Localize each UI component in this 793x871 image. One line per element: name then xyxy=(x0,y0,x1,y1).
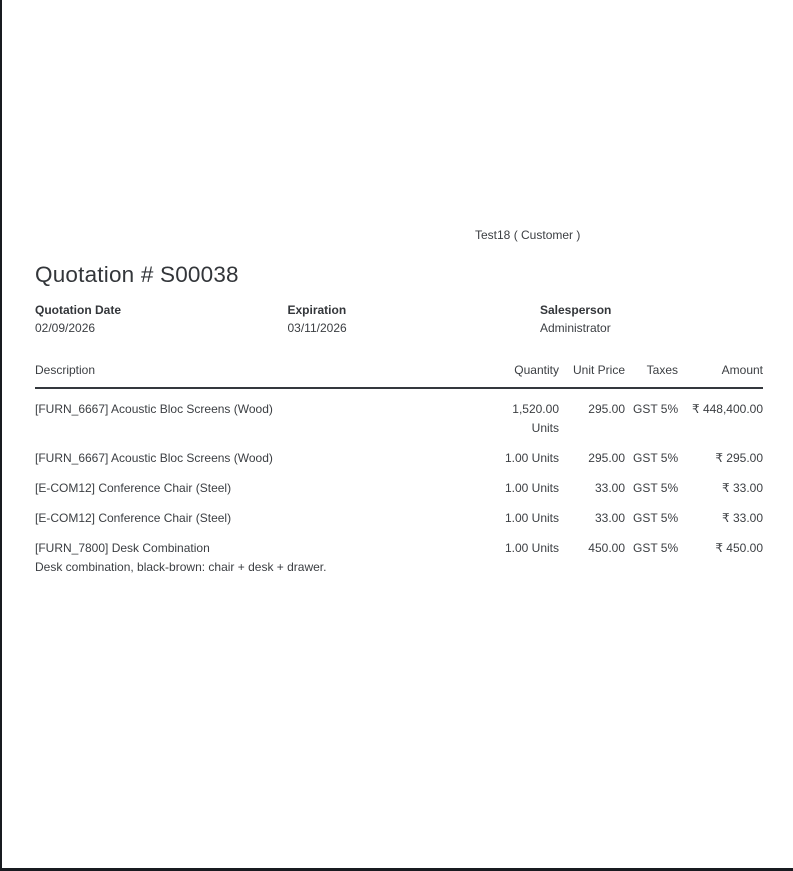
table-row xyxy=(35,438,763,468)
quotation-date-value: 02/09/2026 xyxy=(35,321,96,335)
customer-name: Test18 ( Customer ) xyxy=(475,228,581,242)
cell-quantity: 1,520.00 Units xyxy=(512,402,559,435)
cell-unit-price: 33.00 xyxy=(594,511,625,525)
expiration-block xyxy=(288,301,541,337)
expiration-label: Expiration xyxy=(287,303,347,317)
cell-description: [E-COM12] Conference Chair (Steel) xyxy=(35,481,232,495)
table-row xyxy=(35,528,763,577)
cell-unit-price: 295.00 xyxy=(588,451,625,465)
cell-description: [FURN_6667] Acoustic Bloc Screens (Wood) xyxy=(35,402,273,416)
column-header-unit-price: Unit Price xyxy=(559,362,625,388)
cell-unit-price: 450.00 xyxy=(588,541,625,555)
table-header-row xyxy=(35,362,763,388)
table-row xyxy=(35,468,763,498)
salesperson-label: Salesperson xyxy=(540,303,612,317)
cell-amount: ₹ 33.00 xyxy=(722,481,763,495)
cell-unit-price: 295.00 xyxy=(588,402,625,416)
cell-taxes: GST 5% xyxy=(633,481,679,495)
cell-quantity: 1.00 Units xyxy=(504,481,559,495)
cell-amount: ₹ 295.00 xyxy=(715,451,763,465)
cell-unit-price: 33.00 xyxy=(594,481,625,495)
salesperson-block xyxy=(540,301,793,337)
product-description-note: Desk combination, black-brown: chair + desk + drawer. xyxy=(35,560,327,574)
product-name: [FURN_7800] Desk Combination xyxy=(35,541,210,555)
quotation-info-row xyxy=(35,301,793,337)
column-header-description: Description xyxy=(35,362,477,388)
salesperson-value: Administrator xyxy=(540,321,611,335)
cell-amount: ₹ 33.00 xyxy=(722,511,763,525)
table-row xyxy=(35,498,763,528)
cell-description xyxy=(35,528,477,577)
page-title: Quotation # S00038 xyxy=(35,262,239,287)
expiration-value: 03/11/2026 xyxy=(287,321,347,335)
column-header-taxes: Taxes xyxy=(625,362,678,388)
cell-quantity: 1.00 Units xyxy=(504,541,559,555)
cell-amount: ₹ 448,400.00 xyxy=(691,402,763,416)
cell-taxes: GST 5% xyxy=(633,541,679,555)
cell-description: [FURN_6667] Acoustic Bloc Screens (Wood) xyxy=(35,451,273,465)
cell-quantity: 1.00 Units xyxy=(504,511,559,525)
quotation-date-block xyxy=(35,301,288,337)
cell-taxes: GST 5% xyxy=(633,451,679,465)
column-header-amount: Amount xyxy=(678,362,763,388)
table-row xyxy=(35,388,763,438)
cell-amount: ₹ 450.00 xyxy=(715,541,763,555)
quotation-lines-table xyxy=(35,362,763,577)
column-header-quantity: Quantity xyxy=(477,362,559,388)
cell-taxes: GST 5% xyxy=(633,511,679,525)
quotation-date-label: Quotation Date xyxy=(35,303,121,317)
cell-description: [E-COM12] Conference Chair (Steel) xyxy=(35,511,232,525)
cell-quantity: 1.00 Units xyxy=(504,451,559,465)
cell-taxes: GST 5% xyxy=(633,402,679,416)
